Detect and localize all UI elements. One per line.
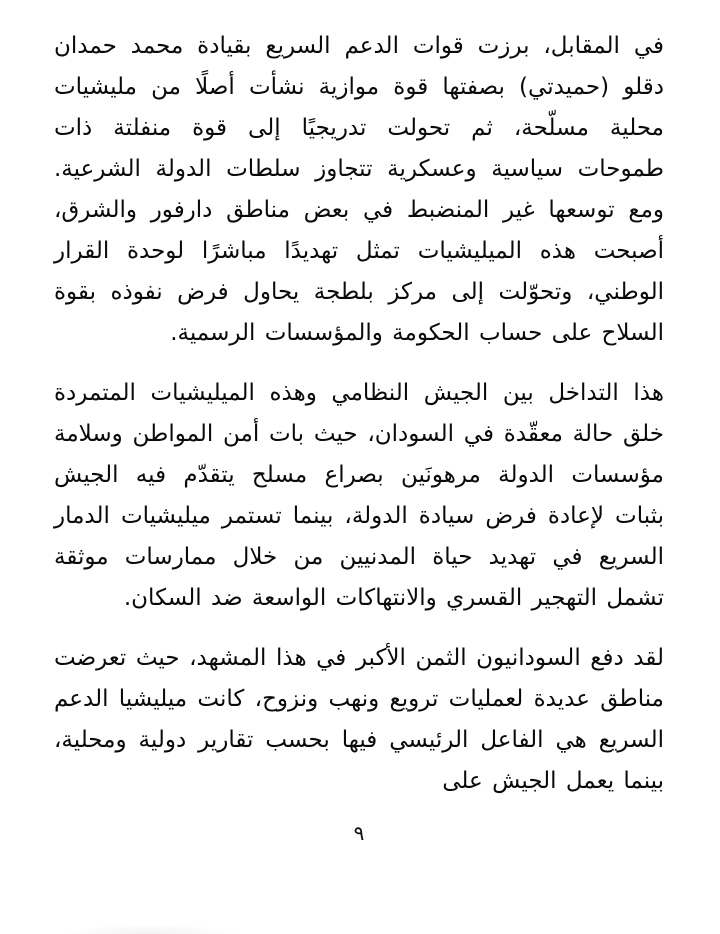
paragraph-3: لقد دفع السودانيون الثمن الأكبر في هذا المشهد، حيث تعرضت مناطق عديدة لعمليات ترويع ونهب ونزوح، كانت ميليشيا الدعم السريع هي الفاعل الرئيسي فيها بحسب تقارير دولية ومحلية، بينما يعمل الجيش على xyxy=(54,645,664,794)
page-footer xyxy=(54,821,664,845)
paragraph-2: هذا التداخل بين الجيش النظامي وهذه الميليشيات المتمردة خلق حالة معقّدة في السودان، حيث بات أمن المواطن وسلامة مؤسسات الدولة مرهونَين بصراع مسلح يتقدّم فيه الجيش بثبات لإعادة فرض سيادة الدولة، بينما تستمر ميليشيات الدمار السريع في تهديد حياة المدنيين من خلال ممارسات موثقة تشمل التهجير القسري والانتهاكات الواسعة ضد السكان. xyxy=(54,380,664,611)
page-number: ٩ xyxy=(353,821,365,845)
body-text xyxy=(54,26,664,802)
paragraph-1: في المقابل، برزت قوات الدعم السريع بقيادة محمد حمدان دقلو (حميدتي) بصفتها قوة موازية نشأت أصلًا من مليشيات محلية مسلّحة، ثم تحولت تدريجيًا إلى قوة منفلتة ذات طموحات سياسية وعسكرية تتجاوز سلطات الدولة الشرعية. ومع توسعها غير المنضبط في بعض مناطق دارفور والشرق، أصبحت هذه الميليشيات تمثل تهديدًا مباشرًا لوحدة القرار الوطني، وتحوّلت إلى مركز بلطجة يحاول فرض نفوذه بقوة السلاح على حساب الحكومة والمؤسسات الرسمية. xyxy=(54,33,664,346)
